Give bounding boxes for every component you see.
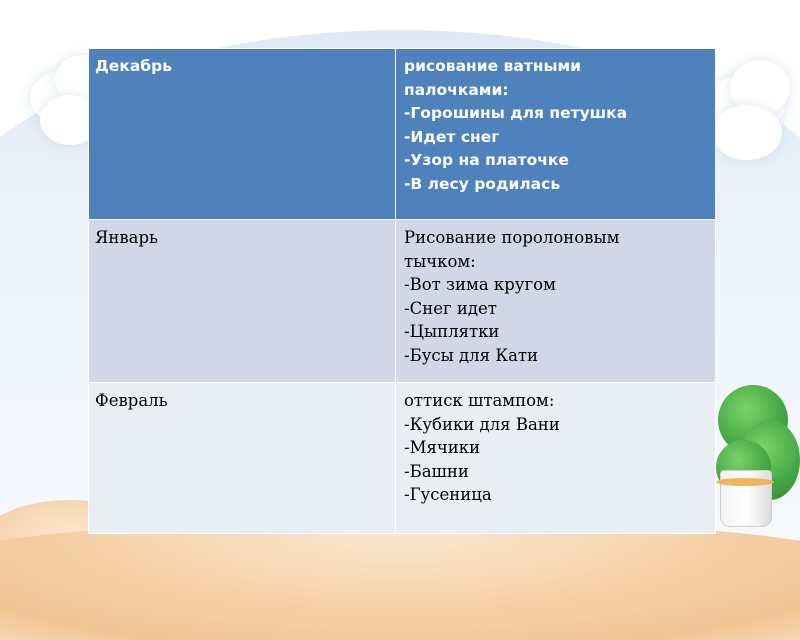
activities-cell [396,49,716,220]
activity-line: -Кубики для Вани [404,414,560,434]
month-label: Декабрь [95,57,173,75]
table-row-january [89,220,716,383]
activity-line: -Мячики [404,438,481,457]
sand-ground [0,520,800,640]
activity-line: -Цыплятки [404,322,500,341]
activity-line: -В лесу родилась [404,174,561,193]
activity-line: рисование ватными [404,57,582,75]
schedule-table [88,48,716,534]
cloud-right [712,105,782,160]
activity-line: -Снег идет [404,298,497,318]
table-row-december [89,49,716,220]
activity-line: -Башни [404,461,469,481]
activity-line: -Бусы для Кати [404,345,539,365]
table-row-february [89,383,716,534]
activity-line: оттиск штампом: [404,391,555,410]
activity-line: -Узор на платочке [404,151,569,169]
activities-cell [396,383,716,534]
month-cell [89,49,396,220]
activity-line: Рисование поролоновым [404,228,620,247]
activity-line: -Идет снег [404,127,500,146]
month-cell [89,383,396,534]
activity-line: -Горошины для петушка [404,104,628,122]
month-label: Февраль [95,391,168,410]
activity-line: тычком: [404,251,476,271]
sand-pail-rim [716,478,774,486]
activity-line: -Гусеница [404,485,492,504]
month-cell [89,220,396,383]
activities-cell [396,220,716,383]
activity-line: -Вот зима кругом [404,275,556,294]
month-label: Январь [95,228,158,247]
activity-line: палочками: [404,80,509,99]
